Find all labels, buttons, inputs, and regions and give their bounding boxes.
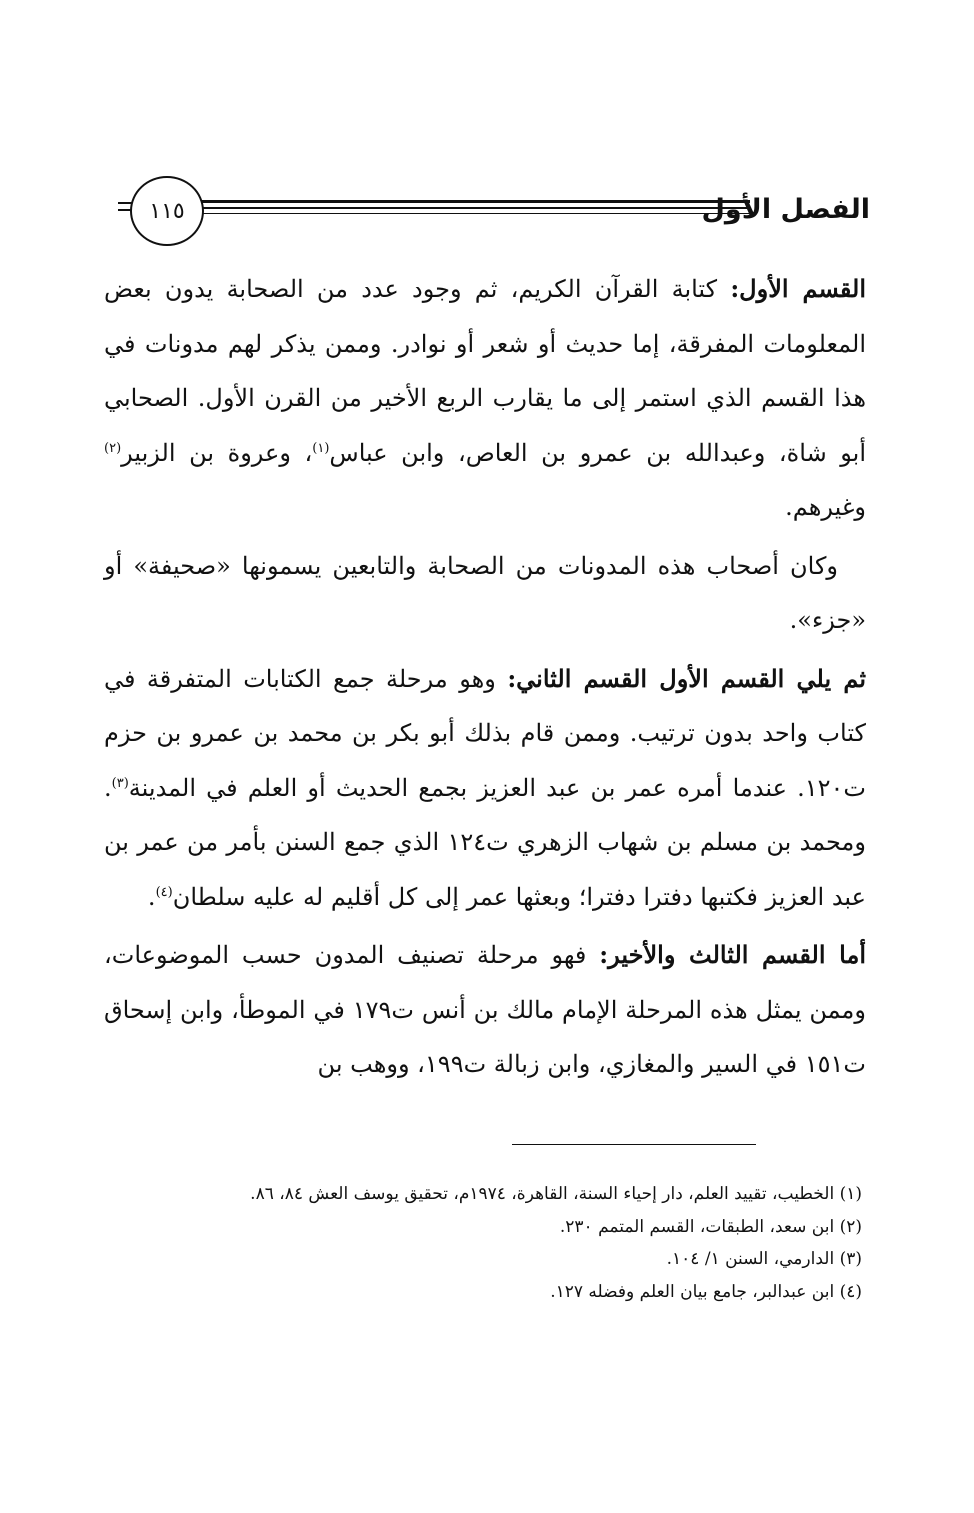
paragraph-sahifa: وكان أصحاب هذه المدونات من الصحابة والتابعين يسمونها «صحيفة» أو «جزء». — [104, 551, 866, 634]
paragraph-text: وهو مرحلة جمع الكتابات المتفرقة في كتاب واحد بدون ترتيب. وممن قام بذلك أبو بكر بن محمد بن عمرو بن حزم ت١٢٠. عندما أمره عمر بن عبد العزيز بجمع الحديث أو العلم في المدينة — [104, 664, 866, 802]
paragraph-text: وغيرهم. — [785, 493, 866, 521]
paragraph-text: فهو مرحلة تصنيف المدون حسب الموضوعات، وممن يمثل هذه المرحلة الإمام مالك بن أنس ت١٧٩ في الموطأ، وابن إسحاق ت١٥١ في السير والمغازي، وابن زبالة ت١٩٩، ووهب بن — [104, 941, 866, 1078]
footnote-separator — [512, 1144, 756, 1145]
section-three-heading: أما القسم الثالث والأخير: — [599, 940, 866, 969]
paragraph-section-three — [104, 928, 866, 1092]
footnote-3: (٣) الدارمي، السنن ١/ ١٠٤. — [666, 1249, 862, 1269]
page-number: ١١٥ — [149, 198, 185, 224]
footnote-ref-2[interactable]: (٢) — [104, 440, 122, 456]
body-text — [104, 262, 866, 1096]
footnote-ref-3[interactable]: (٣) — [111, 775, 129, 791]
footnote-2: (٢) ابن سعد، الطبقات، القسم المتمم ٢٣٠. — [559, 1216, 862, 1237]
footnote-ref-1[interactable]: (١) — [312, 440, 330, 456]
chapter-title: الفصل الأول — [701, 194, 870, 225]
section-two-heading: ثم يلي القسم الأول القسم الثاني: — [507, 663, 866, 693]
footnote-1: (١) الخطيب، تقييد العلم، دار إحياء السنة، القاهرة، ١٩٧٤م، تحقيق يوسف العش ٨٤، ٨٦. — [250, 1184, 862, 1204]
paragraph-text: كتابة القرآن الكريم، ثم وجود عدد من الصحابة يدون بعض المعلومات المفرقة، إما حديث أو شعر أو نوادر. وممن يذكر لهم مدونات في هذا القسم الذي استمر إلى ما يقارب الربع الأخير من القرن الأول. الصحابي أبو شاة، وعبدالله بن عمرو بن العاص، وابن عباس — [104, 275, 867, 467]
paragraph-text: . — [147, 882, 156, 911]
footnote-ref-4[interactable]: (٤) — [155, 884, 173, 900]
paragraph-section-two — [104, 652, 866, 925]
paragraph-section-one — [104, 262, 866, 535]
paragraph-text: ، وعروة بن الزبير — [121, 438, 313, 467]
header-rule — [200, 207, 750, 209]
running-header — [118, 178, 870, 248]
header-rule — [200, 200, 750, 203]
header-rule — [200, 213, 750, 214]
footnotes — [150, 1178, 862, 1308]
section-one-heading: القسم الأول: — [730, 274, 866, 303]
page-number-badge — [130, 176, 204, 246]
footnote-4: (٤) ابن عبدالبر، جامع بيان العلم وفضله ١٢٧. — [550, 1281, 862, 1302]
paragraph-text: . ومحمد بن مسلم بن شهاب الزهري ت١٢٤ الذي جمع السنن بأمر من عمر بن عبد العزيز فكتبها دفترا دفترا؛ وبعثها عمر إلى كل أقليم له عليه سلطان — [104, 773, 866, 911]
